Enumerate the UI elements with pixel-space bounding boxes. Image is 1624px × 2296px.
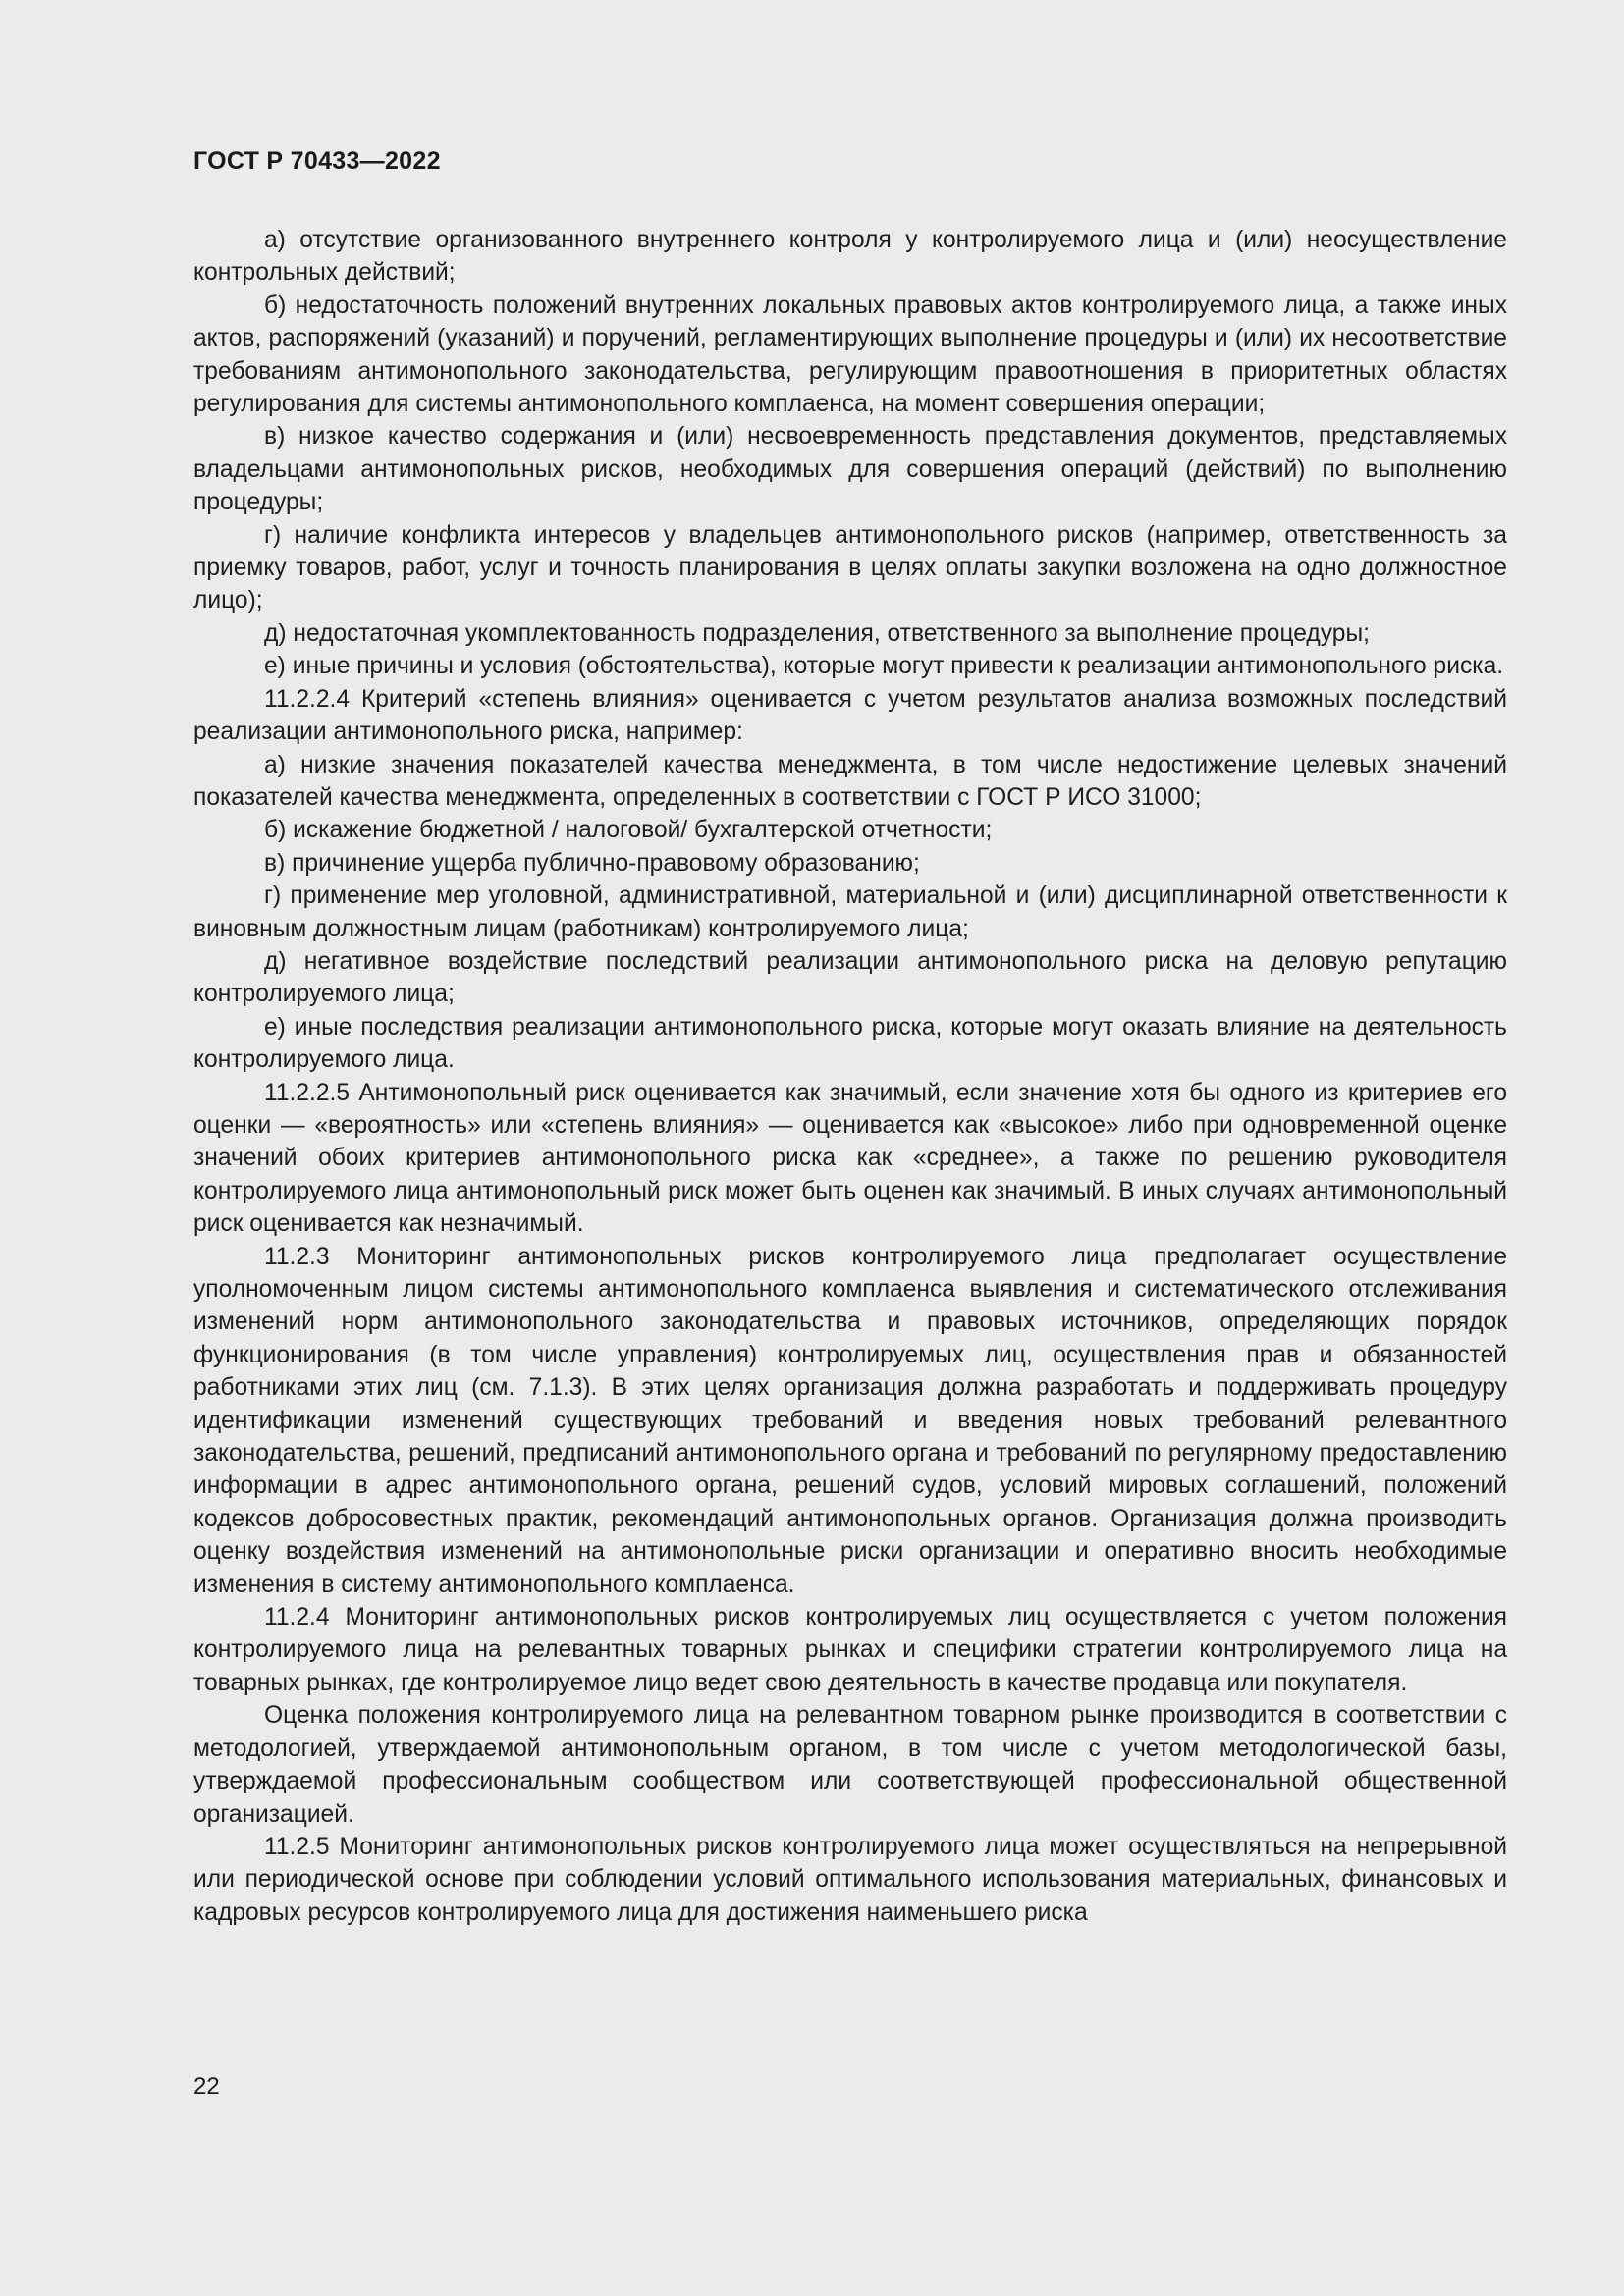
paragraph-impact-d-reputation: д) негативное воздействие последствий реализации антимонопольного риска на деловую репутацию контролируемого лица; — [193, 947, 1507, 1008]
paragraph-11-2-3: 11.2.3 Мониторинг антимонопольных рисков контролируемого лица предполагает осуществление уполномоченным лицом системы антимонопольного комплаенса выявления и систематического отслеживания изменений норм антимонопольного законодательства и правовых источников, определяющих порядок функционирования (в том числе управления) контролируемых лиц, осуществления прав и обязанностей работниками этих лиц (см. 7.1.3). В этих целях организация должна разработать и поддерживать процедуру идентификации изменений существующих требований и введения новых требований релевантного законодательства, решений, предписаний антимонопольного органа и требований по регулярному предоставлению информации в адрес антимонопольного органа, решений судов, условий мировых соглашений, положений кодексов добросовестных практик, рекомендаций антимонопольных органов. Организация должна производить оценку воздействия изменений на антимонопольные риски организации и оперативно вносить необходимые изменения в систему антимонопольного комплаенса. — [193, 1243, 1507, 1598]
paragraph-item-b-insufficient-acts: б) недостаточность положений внутренних локальных правовых актов контролируемого лица, а также иных актов, распоряжений (указаний) и поручений, регламентирующих выполнение процедуры и (или) их несоответствие требованиям антимонопольного законодательства, регулирующим правоотношения в приоритетных областях регулирования для системы антимонопольного комплаенса, на момент совершения операции; — [193, 292, 1507, 418]
paragraph-impact-b-distortion: б) искажение бюджетной / налоговой/ бухгалтерской отчетности; — [264, 817, 993, 844]
paragraph-impact-g-liability: г) применение мер уголовной, административной, материальной и (или) дисциплинарной ответственности к виновным должностным лицам (работникам) контролируемого лица; — [193, 882, 1507, 942]
paragraph-impact-v-damage: в) причинение ущерба публично-правовому образованию; — [264, 849, 920, 877]
paragraph-impact-e-other: е) иные последствия реализации антимонопольного риска, которые могут оказать влияние на деятельность контролируемого лица. — [193, 1013, 1507, 1074]
paragraph-item-d-understaffing: д) недостаточная укомплектованность подразделения, ответственного за выполнение процедуры; — [264, 619, 1370, 647]
paragraph-impact-a-low-indicators: а) низкие значения показателей качества менеджмента, в том числе недостижение целевых значений показателей качества менеджмента, определенных в соответствии с ГОСТ Р ИСО 31000; — [193, 751, 1507, 811]
paragraph-11-2-5: 11.2.5 Мониторинг антимонопольных рисков контролируемого лица может осуществляться на непрерывной или периодической основе при соблюдении условий оптимального использования материальных, финансовых и кадровых ресурсов контролируемого лица для достижения наименьшего риска — [193, 1833, 1507, 1926]
paragraph-item-v-low-quality-documents: в) низкое качество содержания и (или) несвоевременность представления документов, представляемых владельцами антимонопольных рисков, необходимых для совершения операций (действий) по выполнению процедуры; — [193, 423, 1507, 516]
paragraph-item-a-no-control: а) отсутствие организованного внутреннего контроля у контролируемого лица и (или) неосуществление контрольных действий; — [193, 227, 1507, 287]
paragraph-item-e-other-causes: е) иные причины и условия (обстоятельства), которые могут привести к реализации антимонопольного риска. — [264, 653, 1504, 680]
paragraph-item-g-conflict-of-interest: г) наличие конфликта интересов у владельцев антимонопольного рисков (например, ответственность за приемку товаров, работ, услуг и точность планирования в целях оплаты закупки возложена на одно должностное лицо); — [193, 521, 1507, 614]
document-body — [193, 224, 1507, 1929]
paragraph-11-2-2-4: 11.2.2.4 Критерий «степень влияния» оценивается с учетом результатов анализа возможных последствий реализации антимонопольного риска, например: — [193, 685, 1507, 746]
page-number: 22 — [193, 2073, 220, 2100]
paragraph-11-2-2-5: 11.2.2.5 Антимонопольный риск оценивается как значимый, если значение хотя бы одного из критериев его оценки — «вероятность» или «степень влияния» — оценивается как «высокое» либо при одновременной оценке значений обоих критериев антимонопольного риска как «среднее», а также по решению руководителя контролируемого лица антимонопольный риск может быть оценен как значимый. В иных случаях антимонопольный риск оценивается как незначимый. — [193, 1079, 1507, 1238]
paragraph-market-position-assessment: Оценка положения контролируемого лица на релевантном товарном рынке производится в соответствии с методологией, утверждаемой антимонопольным органом, в том числе с учетом методологической базы, утверждаемой профессиональным сообществом или соответствующей профессиональной общественной организацией. — [193, 1702, 1507, 1828]
paragraph-11-2-4: 11.2.4 Мониторинг антимонопольных рисков контролируемых лиц осуществляется с учетом положения контролируемого лица на релевантных товарных рынках и специфики стратегии контролируемого лица на товарных рынках, где контролируемое лицо ведет свою деятельность в качестве продавца или покупателя. — [193, 1604, 1507, 1696]
standard-code-header: ГОСТ Р 70433—2022 — [193, 147, 441, 175]
